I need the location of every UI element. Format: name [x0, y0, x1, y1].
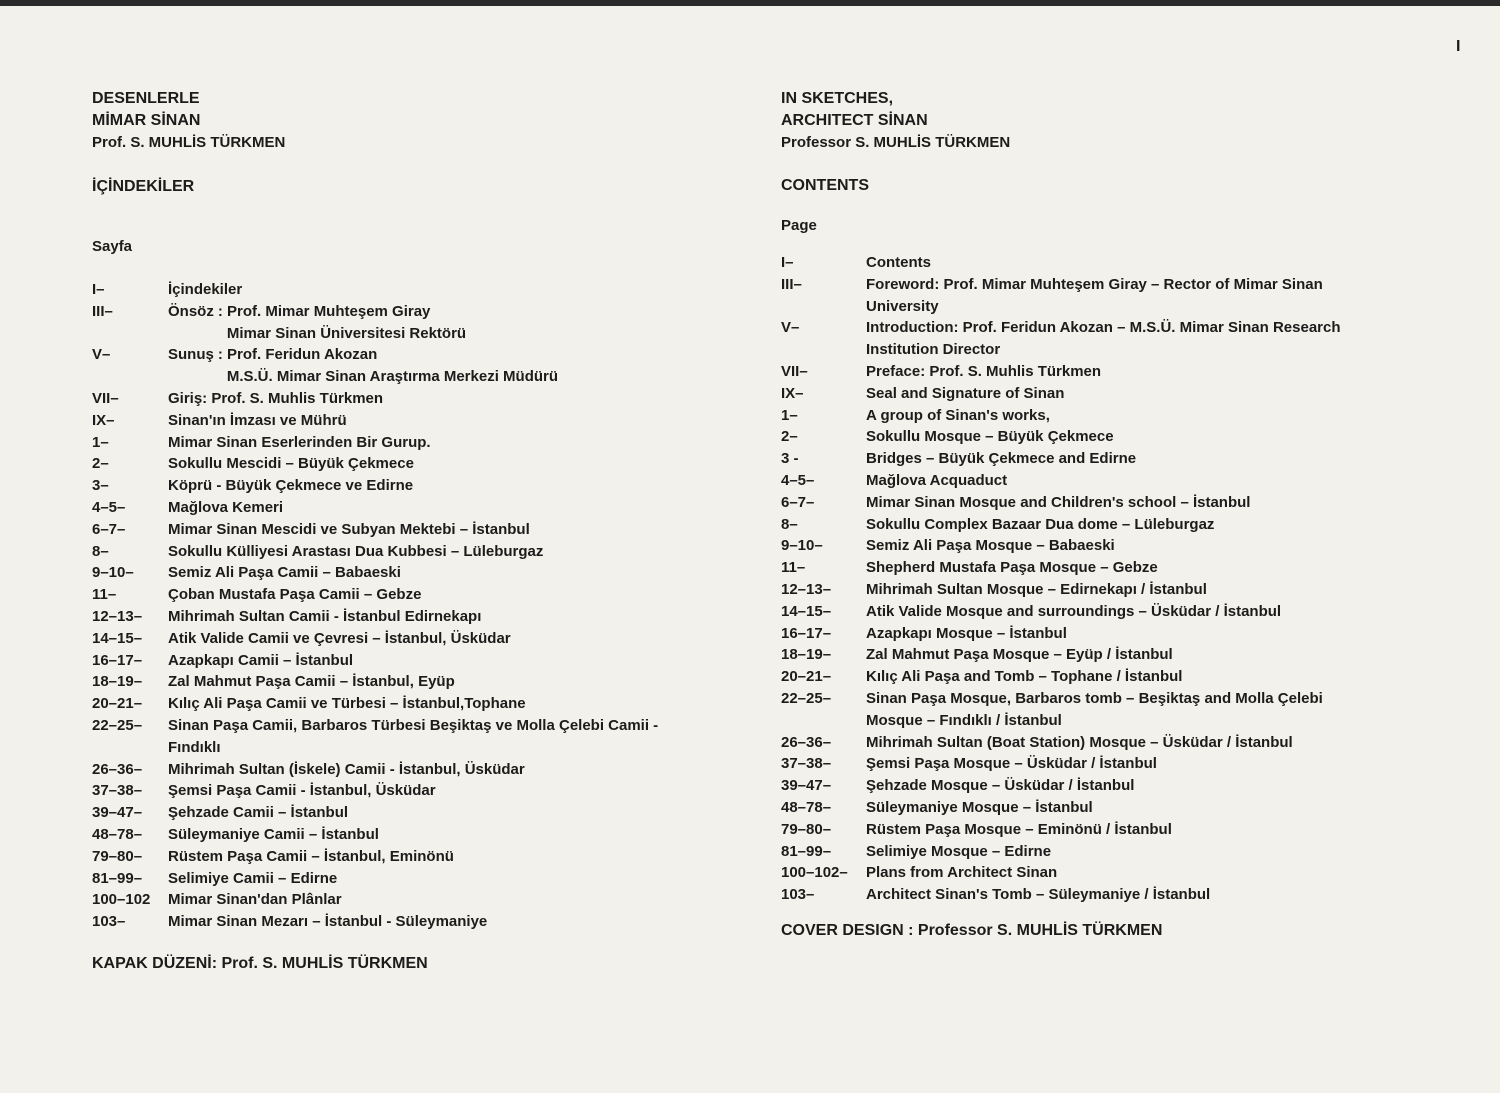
- toc-entry-text: [168, 519, 692, 541]
- toc-entry-line: Şehzade Camii – İstanbul: [168, 804, 349, 822]
- toc-entry-line: Azapkapı Mosque – İstanbul: [866, 624, 1067, 642]
- toc-entry-line: A group of Sinan's works,: [866, 406, 1050, 424]
- toc-page-number: 2–: [781, 428, 798, 446]
- toc-entry-text: [866, 448, 1381, 470]
- toc-page-number: 39–47–: [92, 804, 143, 822]
- toc-entry: [92, 279, 692, 301]
- toc-page-number: 14–15–: [781, 602, 832, 620]
- toc-entry-line: Şehzade Mosque – Üsküdar / İstanbul: [866, 777, 1135, 795]
- book-title-block: [92, 88, 692, 154]
- toc-page-number: I–: [781, 254, 794, 271]
- toc-entry: [92, 650, 692, 672]
- toc-page-number: IX–: [92, 411, 115, 429]
- toc-page-number: 3–: [92, 477, 109, 495]
- toc-entry-line: Mihrimah Sultan (İskele) Camii - İstanbul, Üsküdar: [168, 760, 525, 778]
- toc-entry-line: Seal and Signature of Sinan: [866, 384, 1065, 402]
- toc-entry: [781, 862, 1381, 884]
- toc-entry-text: [866, 274, 1381, 318]
- toc-page-number: 9–10–: [92, 564, 134, 582]
- toc-entry: [92, 802, 692, 824]
- toc-entry-line: Mimar Sinan Mezarı – İstanbul - Süleymaniye: [168, 913, 488, 931]
- toc-entry-line: Contents: [866, 254, 931, 271]
- toc-entry: [92, 759, 692, 781]
- toc-page-number: VII–: [781, 362, 808, 380]
- table-of-contents: [92, 279, 692, 933]
- toc-entry-line: Sokullu Complex Bazaar Dua dome – Lüleburgaz: [866, 515, 1215, 533]
- toc-page-number: 81–99–: [92, 869, 143, 887]
- toc-entry-line: Mimar Sinan Mescidi ve Subyan Mektebi – İstanbul: [168, 520, 530, 538]
- toc-entry: [92, 410, 692, 432]
- toc-entry-text: [866, 623, 1381, 645]
- toc-entry-line: Zal Mahmut Paşa Camii – İstanbul, Eyüp: [168, 673, 455, 691]
- toc-entry-line: İçindekiler: [168, 281, 243, 298]
- toc-entry-line: Plans from Architect Sinan: [866, 864, 1058, 882]
- toc-page-number: 16–17–: [781, 624, 832, 642]
- toc-entry-line: Çoban Mustafa Paşa Camii – Gebze: [168, 586, 422, 604]
- toc-entry-text: [168, 802, 692, 824]
- toc-page-number: V–: [781, 319, 800, 337]
- toc-entry: [92, 497, 692, 519]
- toc-entry-text: [168, 475, 692, 497]
- contents-title: İÇİNDEKİLER: [92, 178, 195, 195]
- toc-entry-text: [168, 562, 692, 584]
- toc-entry: [781, 252, 1381, 274]
- toc-entry-text: [866, 884, 1381, 906]
- toc-entry: [92, 889, 692, 911]
- toc-page-number: 4–5–: [781, 471, 815, 489]
- page-top-edge: [0, 0, 1500, 6]
- toc-entry-text: [866, 579, 1381, 601]
- toc-entry: [781, 753, 1381, 775]
- toc-entry: [92, 388, 692, 410]
- page-column-label: Page: [781, 217, 817, 234]
- toc-entry-text: [168, 693, 692, 715]
- toc-page-number: 22–25–: [781, 689, 832, 707]
- toc-page-number: 6–7–: [781, 493, 815, 511]
- toc-entry-text: [168, 780, 692, 802]
- toc-entry-line: Mimar Sinan Üniversitesi Rektörü: [226, 324, 467, 342]
- toc-entry-line: Preface: Prof. S. Muhlis Türkmen: [866, 362, 1102, 380]
- toc-page-number: 37–38–: [92, 782, 143, 800]
- toc-page-number: 79–80–: [92, 847, 143, 865]
- toc-entry-line: Rüstem Paşa Mosque – Eminönü / İstanbul: [866, 820, 1172, 838]
- toc-entry-line: Şemsi Paşa Mosque – Üsküdar / İstanbul: [866, 755, 1157, 773]
- table-of-contents: [781, 252, 1381, 906]
- toc-entry: [781, 644, 1381, 666]
- toc-entry: [92, 911, 692, 933]
- toc-page-number: III–: [781, 275, 802, 293]
- toc-page-number: 9–10–: [781, 537, 823, 555]
- toc-entry-text: [866, 492, 1381, 514]
- toc-page-number: 4–5–: [92, 498, 126, 516]
- toc-entry-line: Mihrimah Sultan Camii - İstanbul Edirnekapı: [168, 607, 482, 625]
- toc-entry: [92, 780, 692, 802]
- toc-page-number: 12–13–: [92, 607, 143, 625]
- toc-entry-line: Giriş: Prof. S. Muhlis Türkmen: [168, 389, 384, 407]
- toc-page-number: 14–15–: [92, 629, 143, 647]
- toc-page-number: 8–: [92, 542, 109, 560]
- toc-entry-line: Selimiye Mosque – Edirne: [866, 842, 1052, 860]
- toc-entry-text: [866, 426, 1381, 448]
- toc-entry-text: [866, 514, 1381, 536]
- toc-entry: [781, 405, 1381, 427]
- toc-entry-text: [866, 405, 1381, 427]
- toc-entry-text: [168, 628, 692, 650]
- toc-entry-text: [168, 671, 692, 693]
- toc-entry-text: [866, 317, 1381, 361]
- toc-entry-text: [866, 535, 1381, 557]
- toc-entry: [92, 606, 692, 628]
- toc-entry: [781, 884, 1381, 906]
- toc-entry: [92, 628, 692, 650]
- toc-entry-text: [866, 819, 1381, 841]
- toc-page-number: V–: [92, 346, 111, 364]
- toc-entry-text: [168, 606, 692, 628]
- toc-page-number: 26–36–: [781, 733, 832, 751]
- toc-entry-line: Süleymaniye Camii – İstanbul: [168, 825, 379, 843]
- toc-page-number: 100–102: [92, 891, 151, 909]
- toc-entry: [781, 623, 1381, 645]
- toc-entry-text: [168, 388, 692, 410]
- toc-entry: [92, 868, 692, 890]
- toc-entry: [781, 666, 1381, 688]
- toc-entry-text: [866, 753, 1381, 775]
- book-title-line-2: MİMAR SİNAN: [92, 112, 201, 129]
- toc-entry: [781, 775, 1381, 797]
- author-line: Prof. S. MUHLİS TÜRKMEN: [92, 134, 286, 151]
- toc-entry: [92, 693, 692, 715]
- toc-entry: [781, 579, 1381, 601]
- toc-entry: [781, 317, 1381, 361]
- english-column: [781, 88, 1381, 940]
- toc-page-number: VII–: [92, 389, 119, 407]
- toc-entry: [781, 732, 1381, 754]
- toc-entry-line: Foreword: Prof. Mimar Muhteşem Giray – Rector of Mimar Sinan University: [866, 275, 1323, 315]
- toc-entry: [781, 426, 1381, 448]
- toc-entry: [92, 715, 692, 759]
- book-title-line-1: DESENLERLE: [92, 90, 200, 107]
- toc-page-number: I–: [92, 281, 105, 298]
- toc-page-number: 79–80–: [781, 820, 832, 838]
- toc-entry: [781, 819, 1381, 841]
- toc-entry: [781, 383, 1381, 405]
- toc-entry: [92, 344, 692, 388]
- toc-entry: [781, 601, 1381, 623]
- toc-entry-text: [866, 383, 1381, 405]
- toc-page-number: 3 -: [781, 450, 799, 468]
- toc-entry-text: [168, 846, 692, 868]
- toc-entry: [781, 535, 1381, 557]
- toc-entry-line: Sokullu Mescidi – Büyük Çekmece: [168, 455, 414, 473]
- toc-entry-text: [168, 759, 692, 781]
- book-title-block: [781, 88, 1381, 154]
- toc-entry-text: [866, 666, 1381, 688]
- toc-entry-text: [866, 862, 1381, 884]
- toc-entry: [92, 475, 692, 497]
- toc-page-number: 1–: [92, 433, 109, 451]
- toc-entry-line: Introduction: Prof. Feridun Akozan – M.S.Ü. Mimar Sinan Research Institution Director: [866, 319, 1341, 359]
- toc-page-number: 100–102–: [781, 864, 848, 882]
- toc-page-number: 16–17–: [92, 651, 143, 669]
- toc-page-number: 26–36–: [92, 760, 143, 778]
- indent-spacer: [168, 323, 214, 345]
- toc-entry-line: Semiz Ali Paşa Camii – Babaeski: [168, 564, 401, 582]
- toc-entry-line: Mihrimah Sultan (Boat Station) Mosque – Üsküdar / İstanbul: [866, 733, 1293, 751]
- toc-entry-text: [866, 361, 1381, 383]
- toc-entry-line: Mihrimah Sultan Mosque – Edirnekapı / İstanbul: [866, 580, 1207, 598]
- toc-page-number: 18–19–: [781, 646, 832, 664]
- indent-spacer: [168, 366, 214, 388]
- toc-entry-label: Önsöz: [168, 302, 214, 320]
- cover-design-credit: KAPAK DÜZENİ: Prof. S. MUHLİS TÜRKMEN: [92, 954, 428, 972]
- toc-entry-text: [866, 644, 1381, 666]
- toc-entry: [92, 846, 692, 868]
- toc-entry-text: [168, 497, 692, 519]
- toc-page-number: 39–47–: [781, 777, 832, 795]
- toc-page-number: 103–: [781, 886, 815, 904]
- toc-entry-text: [168, 824, 692, 846]
- toc-entry: [92, 301, 692, 345]
- toc-entry-text: [168, 541, 692, 563]
- toc-entry-line: Sinan Paşa Camii, Barbaros Türbesi Beşiktaş ve Molla Çelebi Camii -: [168, 716, 659, 734]
- toc-entry-line: Sinan Paşa Mosque, Barbaros tomb – Beşiktaş and Molla Çelebi Mosque – Fındıklı / İstanbul: [866, 689, 1323, 729]
- toc-page-number: 48–78–: [92, 825, 143, 843]
- toc-entry: [781, 361, 1381, 383]
- toc-entry-line: Atik Valide Mosque and surroundings – Üsküdar / İstanbul: [866, 602, 1282, 620]
- toc-entry-line: Şemsi Paşa Camii - İstanbul, Üsküdar: [168, 782, 436, 800]
- toc-entry-text: [168, 650, 692, 672]
- toc-entry: [92, 432, 692, 454]
- toc-entry-text: [168, 344, 692, 388]
- toc-entry-line: Zal Mahmut Paşa Mosque – Eyüp / İstanbul: [866, 646, 1173, 664]
- toc-entry-line: Bridges – Büyük Çekmece and Edirne: [866, 450, 1137, 468]
- toc-page-number: IX–: [781, 384, 804, 402]
- toc-entry-text: [168, 584, 692, 606]
- toc-entry-text: [168, 889, 692, 911]
- toc-entry-text: [866, 732, 1381, 754]
- toc-entry: [781, 492, 1381, 514]
- toc-page-number: 12–13–: [781, 580, 832, 598]
- toc-entry-text: [866, 841, 1381, 863]
- toc-entry-text: [168, 715, 692, 759]
- author-line: Professor S. MUHLİS TÜRKMEN: [781, 134, 1011, 151]
- toc-page-number: 37–38–: [781, 755, 832, 773]
- toc-entry-line: Fındıklı: [168, 738, 221, 756]
- toc-entry-text: [168, 410, 692, 432]
- toc-entry: [781, 470, 1381, 492]
- toc-entry-line: Sokullu Mosque – Büyük Çekmece: [866, 428, 1114, 446]
- book-title-line-1: IN SKETCHES,: [781, 90, 894, 107]
- toc-entry: [92, 453, 692, 475]
- toc-entry-line: Architect Sinan's Tomb – Süleymaniye / İstanbul: [866, 886, 1211, 904]
- toc-entry-line: Kılıç Ali Paşa Camii ve Türbesi – İstanbul,Tophane: [168, 695, 526, 713]
- toc-entry-line: Mağlova Acquaduct: [866, 471, 1008, 489]
- toc-page-number: 20–21–: [781, 668, 832, 686]
- toc-entry-line: Sinan'ın İmzası ve Mührü: [168, 411, 347, 429]
- toc-entry-line: Azapkapı Camii – İstanbul: [168, 651, 354, 669]
- toc-entry-line: M.S.Ü. Mimar Sinan Araştırma Merkezi Müdürü: [226, 368, 559, 386]
- toc-entry: [92, 584, 692, 606]
- toc-page-number: 103–: [92, 913, 126, 931]
- toc-page-number: 1–: [781, 406, 798, 424]
- toc-entry-text: [866, 557, 1381, 579]
- toc-entry-text: [168, 911, 692, 933]
- toc-entry: [92, 824, 692, 846]
- toc-entry-text: [168, 432, 692, 454]
- toc-entry: [781, 797, 1381, 819]
- toc-entry-text: [168, 279, 692, 301]
- cover-design-credit: COVER DESIGN : Professor S. MUHLİS TÜRKMEN: [781, 921, 1163, 939]
- toc-page-number: 18–19–: [92, 673, 143, 691]
- toc-entry-line: Süleymaniye Mosque – İstanbul: [866, 798, 1093, 816]
- toc-entry-line: Selimiye Camii – Edirne: [168, 869, 338, 887]
- toc-page-number: 2–: [92, 455, 109, 473]
- toc-entry: [781, 448, 1381, 470]
- toc-entry: [781, 274, 1381, 318]
- toc-entry: [781, 688, 1381, 732]
- toc-entry-line: Kılıç Ali Paşa and Tomb – Tophane / İstanbul: [866, 668, 1183, 686]
- toc-page-number: 20–21–: [92, 695, 143, 713]
- toc-page-number: 81–99–: [781, 842, 832, 860]
- toc-page-number: III–: [92, 302, 113, 320]
- toc-entry-line: Shepherd Mustafa Paşa Mosque – Gebze: [866, 559, 1158, 577]
- toc-entry: [92, 541, 692, 563]
- toc-entry-line: Mimar Sinan'dan Plânlar: [168, 891, 342, 909]
- toc-entry-text: [866, 252, 1381, 274]
- toc-entry: [92, 562, 692, 584]
- turkish-column: [92, 88, 692, 973]
- toc-page-number: 11–: [781, 559, 806, 577]
- toc-page-number: 22–25–: [92, 716, 143, 734]
- toc-entry-line: Mağlova Kemeri: [168, 498, 284, 516]
- toc-entry-line: Sokullu Külliyesi Arastası Dua Kubbesi – Lüleburgaz: [168, 542, 544, 560]
- toc-entry-line: Köprü - Büyük Çekmece ve Edirne: [168, 477, 414, 495]
- toc-entry-text: [866, 688, 1381, 732]
- toc-entry-line: : Prof. Feridun Akozan: [217, 346, 378, 364]
- toc-entry-line: Semiz Ali Paşa Mosque – Babaeski: [866, 537, 1115, 555]
- toc-page-number: 6–7–: [92, 520, 126, 538]
- toc-entry-line: Mimar Sinan Eserlerinden Bir Gurup.: [168, 433, 431, 451]
- toc-entry-text: [866, 470, 1381, 492]
- page-column-label: Sayfa: [92, 238, 133, 255]
- toc-entry-text: [168, 301, 692, 345]
- toc-entry: [92, 671, 692, 693]
- toc-entry-text: [168, 453, 692, 475]
- toc-entry: [781, 557, 1381, 579]
- toc-entry-line: Rüstem Paşa Camii – İstanbul, Eminönü: [168, 847, 454, 865]
- toc-page-number: 8–: [781, 515, 798, 533]
- toc-entry: [781, 514, 1381, 536]
- toc-page-number: 48–78–: [781, 798, 832, 816]
- toc-entry-label: Sunuş: [168, 346, 214, 364]
- contents-title: CONTENTS: [781, 177, 869, 194]
- toc-entry-text: [168, 868, 692, 890]
- toc-entry-line: Mimar Sinan Mosque and Children's school – İstanbul: [866, 493, 1251, 511]
- page-marker: I: [1456, 38, 1461, 55]
- toc-entry: [92, 519, 692, 541]
- book-title-line-2: ARCHITECT SİNAN: [781, 112, 928, 129]
- toc-entry-text: [866, 775, 1381, 797]
- toc-entry-line: : Prof. Mimar Muhteşem Giray: [217, 302, 431, 320]
- toc-entry: [781, 841, 1381, 863]
- toc-entry-text: [866, 797, 1381, 819]
- toc-page-number: 11–: [92, 586, 117, 604]
- toc-entry-line: Atik Valide Camii ve Çevresi – İstanbul, Üsküdar: [168, 629, 511, 647]
- toc-entry-text: [866, 601, 1381, 623]
